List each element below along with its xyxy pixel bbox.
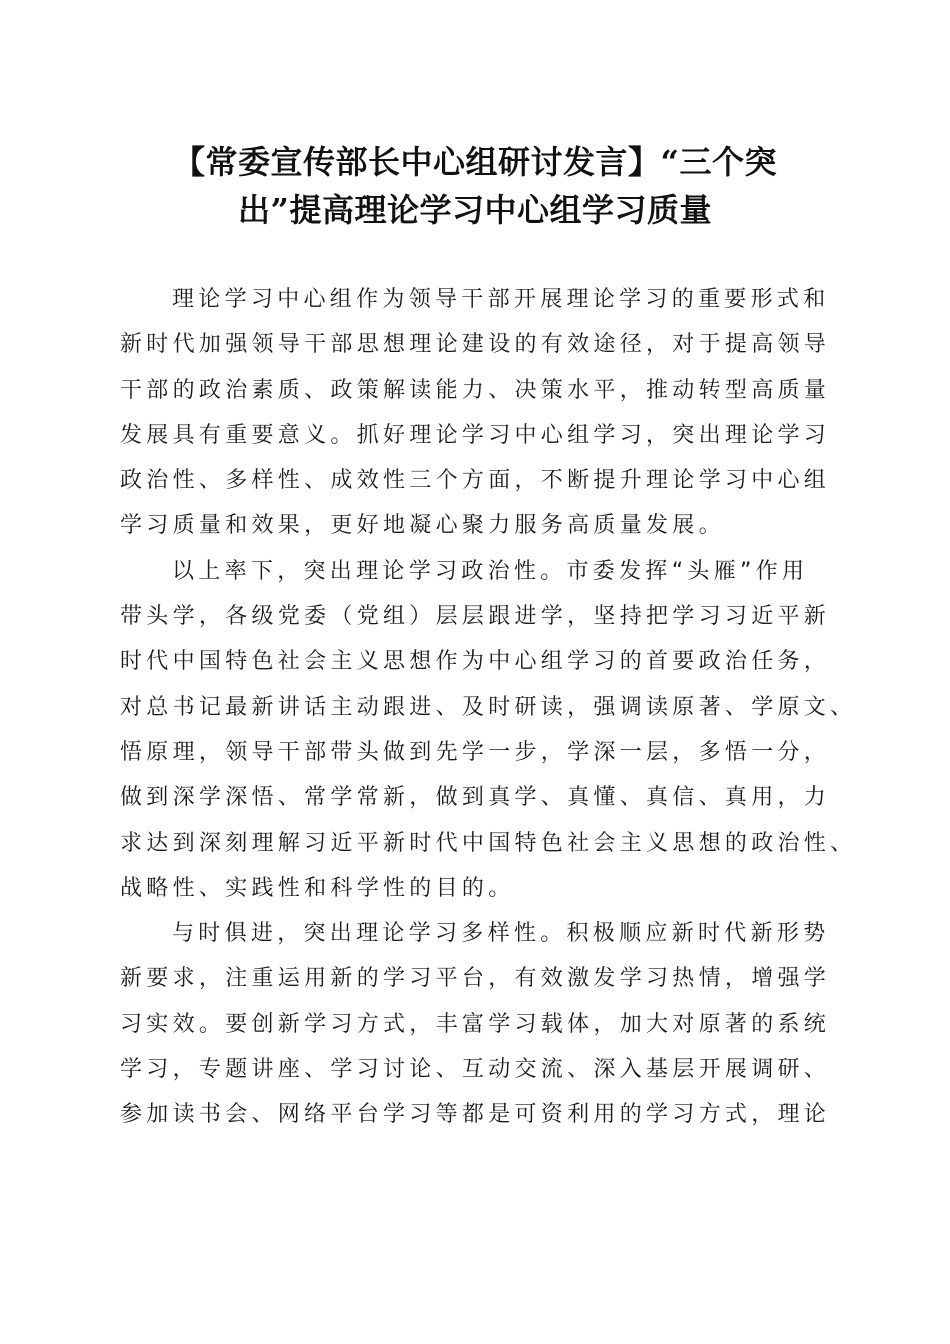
text-line: 干部的政治素质、政策解读能力、决策水平，推动转型高质量 (120, 377, 831, 403)
title-line: 出”提高理论学习中心组学习质量 (238, 191, 712, 229)
text-line: 悟原理，领导干部带头做到先学一步，学深一层，多悟一分， (120, 739, 831, 765)
document-title (120, 138, 830, 234)
paragraph-diversity (120, 911, 840, 1137)
text-line: 理论学习中心组作为领导干部开展理论学习的重要形式和 (172, 287, 830, 312)
text-line: 政治性、多样性、成效性三个方面，不断提升理论学习中心组 (120, 468, 831, 494)
document-body (120, 277, 857, 1138)
text-line: 新时代加强领导干部思想理论建设的有效途径，对于提高领导 (120, 332, 831, 358)
text-line: 习实效。要创新学习方式，丰富学习载体，加大对原著的系统 (120, 1011, 831, 1037)
text-line: 带头学，各级党委（党组）层层跟进学，坚持把学习习近平新 (120, 604, 831, 630)
text-line: 学习质量和效果，更好地凝心聚力服务高质量发展。 (120, 513, 725, 539)
text-line: 参加读书会、网络平台学习等都是可资利用的学习方式，理论 (120, 1102, 831, 1128)
text-line: 发展具有重要意义。抓好理论学习中心组学习，突出理论学习 (120, 422, 831, 448)
title-line: 【常委宣传部长中心组研讨发言】“三个突 (173, 143, 777, 181)
text-line: 以上率下，突出理论学习政治性。市委发挥“头雁”作用 (172, 558, 809, 584)
text-line: 学习，专题讲座、学习讨论、互动交流、深入基层开展调研、 (120, 1057, 831, 1083)
paragraph-political (120, 549, 857, 911)
text-line: 新要求，注重运用新的学习平台，有效激发学习热情，增强学 (120, 966, 831, 992)
paragraph-intro (120, 277, 840, 549)
text-line: 战略性、实践性和科学性的目的。 (120, 875, 515, 901)
text-line: 做到深学深悟、常学常新，做到真学、真懂、真信、真用，力 (120, 785, 831, 811)
text-line: 与时俱进，突出理论学习多样性。积极顺应新时代新形势 (172, 921, 830, 947)
text-line: 求达到深刻理解习近平新时代中国特色社会主义思想的政治性、 (120, 830, 857, 856)
text-line: 时代中国特色社会主义思想作为中心组学习的首要政治任务， (120, 649, 831, 675)
text-line: 对总书记最新讲话主动跟进、及时研读，强调读原著、学原文、 (120, 694, 857, 720)
